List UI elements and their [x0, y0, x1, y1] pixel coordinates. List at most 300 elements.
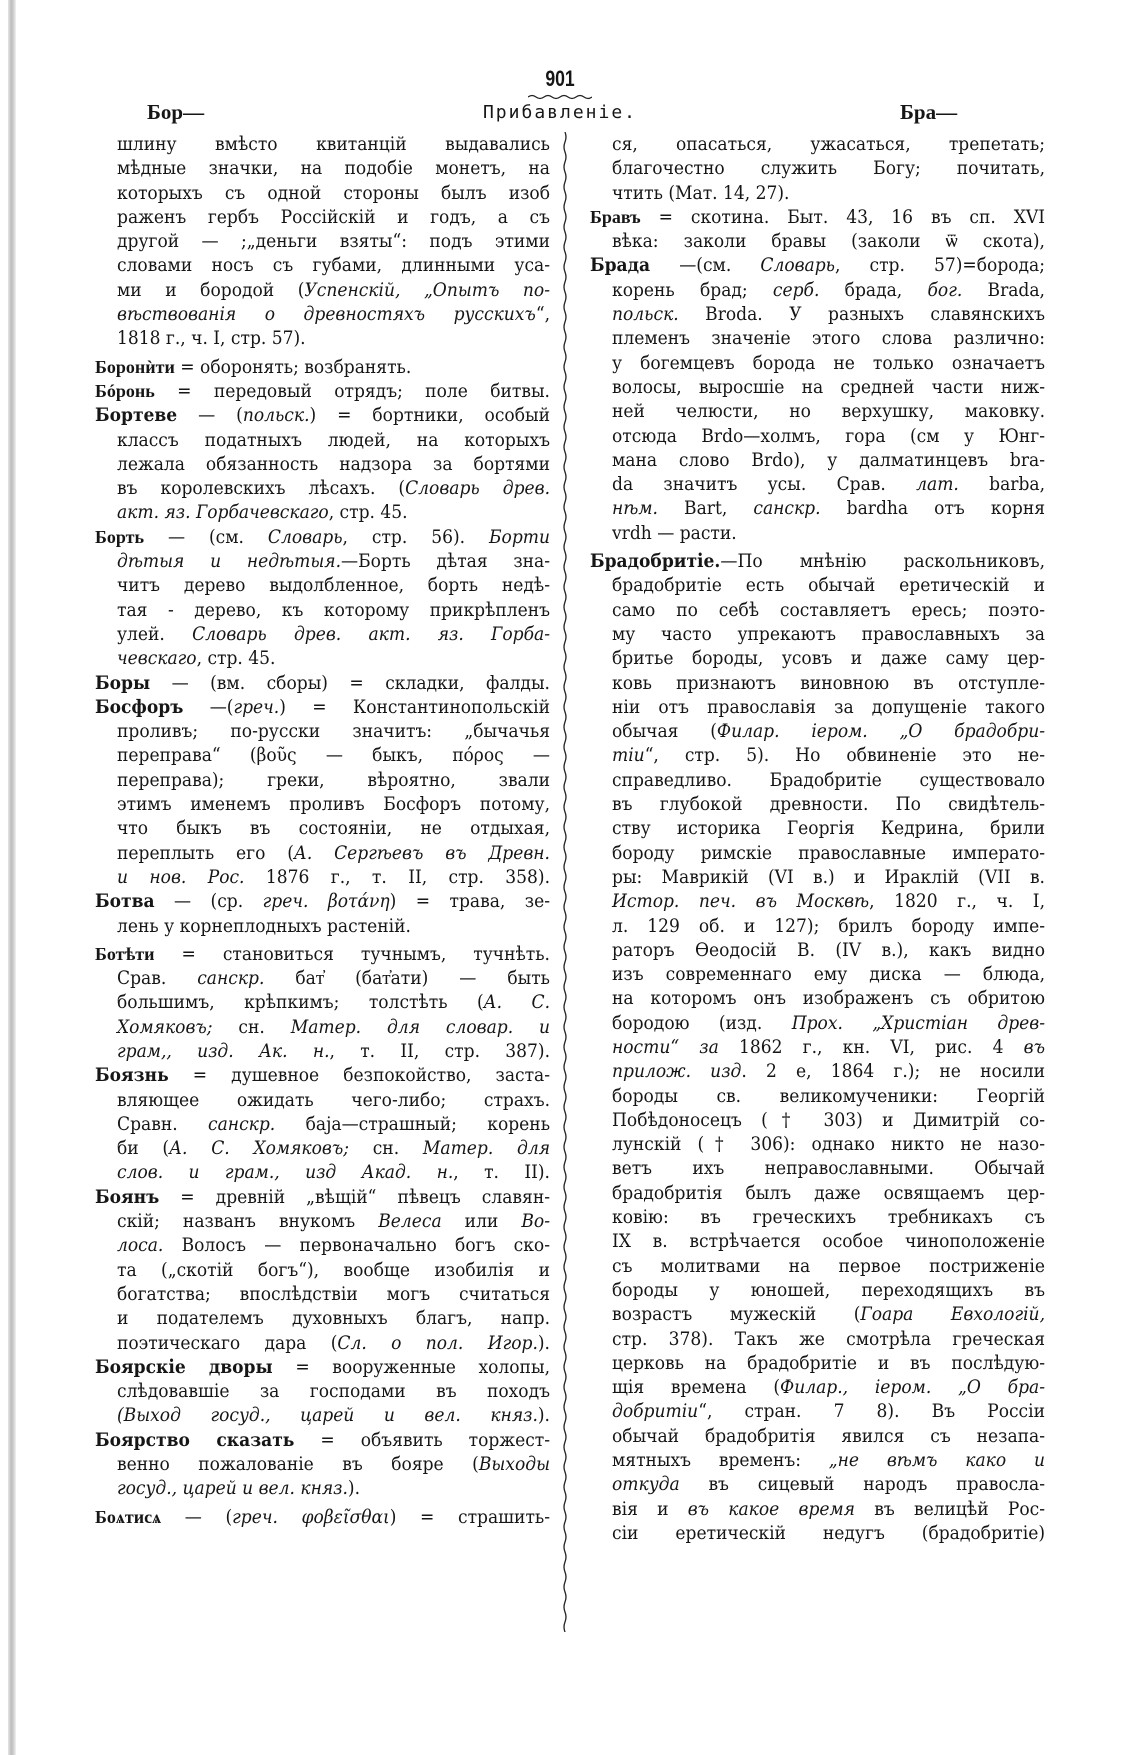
italic-text: откуда [612, 1473, 680, 1496]
text-line [590, 302, 1045, 326]
body-text: этимъ именемъ проливъ Босфоръ потому, [117, 793, 550, 816]
body-text: справедливо. Брадобритіе существовало [612, 768, 1045, 791]
body-text: брада, [819, 278, 928, 301]
body-text: da значитъ усы. Срав. [612, 473, 917, 496]
entry-headword: Бóронь [95, 380, 155, 401]
body-text: изъ современнаго ему диска — блюда, [612, 963, 1045, 986]
body-text: — ( [177, 404, 243, 427]
body-text: читъ дерево выдолбленное, борть недѣ- [117, 574, 550, 597]
body-text: племенъ значеніе этого слова различно: [612, 327, 1045, 350]
body-text: бороду римскіе православные императо- [612, 841, 1045, 864]
body-text: что быкъ въ состояніи, не отдыхая, [117, 817, 550, 840]
body-text: благочестно служить Богу; почитать, [612, 157, 1045, 180]
body-text: лень у корнеплодныхъ растеній. [117, 914, 411, 937]
body-text: богатства; впослѣдствіи могъ считаться [117, 1282, 550, 1305]
italic-text: Словарь [267, 525, 343, 548]
body-text: вія и [612, 1497, 688, 1520]
body-text: л. 129 об. и 127); брилъ бороду импе- [612, 914, 1045, 937]
italic-text: Велеса [378, 1210, 442, 1233]
body-text: , т. II). [453, 1161, 550, 1184]
running-head-right: Бра— [900, 100, 958, 124]
body-text: брадобритіе есть обычай еретическій и [612, 574, 1045, 597]
text-line [95, 476, 550, 500]
body-text: ковію: въ греческихъ требникахъ съ [612, 1206, 1045, 1229]
text-line [95, 355, 550, 379]
body-text: сіи еретическій недугъ (брадобритіе) [612, 1521, 1045, 1544]
italic-text: Прох. „Христіан древ- [791, 1011, 1046, 1034]
body-text: волосы, выросшіе на средней части ниж- [612, 375, 1045, 398]
italic-text: въ какое время [687, 1497, 855, 1520]
text-line [95, 622, 550, 646]
text-line [590, 1472, 1045, 1496]
body-text: раторъ Ѳеодосій В. (IV в.), какъ видно [612, 938, 1045, 961]
body-text: би ( [117, 1137, 170, 1160]
text-line [590, 1375, 1045, 1399]
text-line [95, 1428, 550, 1452]
body-text: сн. [212, 1015, 291, 1038]
text-line [95, 428, 550, 452]
body-text: поэтическаго дара ( [117, 1331, 338, 1354]
text-line [590, 1156, 1045, 1180]
italic-text: вѣствованія о древностяхъ русскихъ [117, 303, 536, 326]
body-text: бат҆ (бат҆ати) — быть [264, 967, 550, 990]
body-text: вляющее ожидать чего-либо; страхъ. [117, 1088, 550, 1111]
italic-text: А. Сергѣевъ въ Древн. [293, 841, 550, 864]
text-line [590, 229, 1045, 253]
text-line [590, 938, 1045, 962]
body-text: = скотина. Быт. 43, 16 въ сп. XVI [640, 205, 1045, 228]
italic-text: Сл. о пол. Игор. [337, 1331, 538, 1354]
body-text: стр. 378). Такъ же смотрѣла греческая [612, 1327, 1045, 1350]
italic-text: Гоара Евхологій, [860, 1303, 1045, 1326]
italic-text: „не вѣмъ како и [828, 1449, 1045, 1472]
text-line [590, 1132, 1045, 1156]
italic-text: Матер. для [422, 1137, 551, 1160]
body-text: — (вм. сборы) = складки, фалды. [150, 671, 550, 694]
text-line [590, 695, 1045, 719]
text-line [590, 671, 1045, 695]
text-line [95, 841, 550, 865]
text-line [590, 253, 1045, 277]
italic-text: тіи [612, 744, 645, 767]
text-line [95, 302, 550, 326]
text-line [95, 1136, 550, 1160]
entry-headword: Боры [95, 671, 151, 694]
italic-text: Словарь древ. [405, 477, 550, 500]
body-text: обычай брадобритія явился съ незапа- [612, 1424, 1045, 1447]
italic-text: дѣтыя и недѣтыя. [117, 550, 341, 573]
text-line [590, 326, 1045, 350]
text-line [95, 1233, 550, 1257]
body-text: другой — ;„деньги взяты“: подъ этими [117, 230, 550, 253]
body-text: проливъ; по-русски значитъ: „бычачья [117, 720, 550, 743]
body-text: “, стран. 7 8). Въ Россіи [698, 1400, 1045, 1423]
italic-text: нѣм. [612, 497, 658, 520]
body-text: ). [537, 1331, 550, 1354]
text-line [95, 1039, 550, 1063]
entry-headword: Босфоръ [95, 695, 184, 718]
text-line [95, 205, 550, 229]
body-text: и подателемъ духовныхъ благъ, напр. [117, 1307, 550, 1330]
body-text: , 1820 г., ч. I, [869, 890, 1045, 913]
italic-text: греч. [233, 695, 280, 718]
text-line [590, 472, 1045, 496]
body-text: или [441, 1210, 522, 1233]
text-line [95, 1185, 550, 1209]
text-line [590, 719, 1045, 743]
text-line [590, 205, 1045, 229]
text-line [95, 1379, 550, 1403]
text-line [95, 278, 550, 302]
body-text: = объявить торжест- [294, 1428, 550, 1451]
body-text: —( [183, 695, 234, 718]
text-line [95, 695, 550, 719]
italic-text: грам,, изд. Ак. н. [117, 1039, 330, 1062]
text-line [590, 816, 1045, 840]
text-line [95, 598, 550, 622]
body-text: Сравн. [117, 1112, 209, 1135]
text-line [590, 573, 1045, 597]
italic-text: добритіи [612, 1400, 699, 1423]
italic-text: серб. [772, 278, 820, 301]
text-line [95, 816, 550, 840]
text-line [590, 1521, 1045, 1545]
body-text: бороды у юношей, переходящихъ въ [612, 1278, 1045, 1301]
running-head-left: Бор— [147, 100, 205, 124]
body-text: , стр. 56). [342, 525, 489, 548]
entry-headword: Брада [590, 254, 651, 277]
body-text: bardha отъ корня [820, 497, 1045, 520]
body-text: Bart, [657, 497, 754, 520]
text-line [95, 403, 550, 427]
italic-text: Словарь [760, 254, 835, 277]
body-text: , стр. 45. [328, 501, 408, 524]
text-line [95, 1306, 550, 1330]
text-line [590, 1084, 1045, 1108]
text-line [590, 448, 1045, 472]
text-line [590, 889, 1045, 913]
italic-text: госуд., царей и вел. княз. [117, 1477, 348, 1500]
text-line [590, 1059, 1045, 1083]
body-text: Broda. У разныхъ славянскихъ [678, 303, 1045, 326]
text-line [95, 1209, 550, 1233]
text-line [590, 646, 1045, 670]
text-line [590, 424, 1045, 448]
italic-text: Истор. печ. въ Москвѣ [612, 890, 870, 913]
body-text: — ( [161, 1505, 233, 1528]
text-line [590, 865, 1045, 889]
italic-text: акт. яз. Горбачевскаго [117, 501, 329, 524]
text-line [95, 229, 550, 253]
text-line [590, 792, 1045, 816]
text-line [590, 375, 1045, 399]
text-line [95, 549, 550, 573]
body-text: ). [347, 1477, 361, 1500]
italic-text: слов. и грам., изд Акад. н. [117, 1161, 454, 1184]
text-line [95, 1282, 550, 1306]
body-text: Срав. [117, 967, 198, 990]
text-line [590, 156, 1045, 180]
body-text: му часто упрекаютъ православныхъ за [612, 622, 1045, 645]
italic-text: А. С. [483, 991, 550, 1014]
body-text: Волосъ — первоначально богъ ско- [163, 1234, 550, 1257]
italic-text: Во- [521, 1210, 550, 1233]
body-text: мятныхъ временъ: [612, 1449, 829, 1472]
body-text: лежала обязанность надзора за бортями [117, 452, 550, 475]
body-text: мѣдные значки, на подобіе монетъ, на [117, 157, 550, 180]
body-text: ры: Маврикій (VI в.) и Ираклій (VII в. [612, 865, 1045, 888]
body-text: словами носъ съ губами, длинными уса- [117, 254, 550, 277]
body-text: , стр. 57)=борода; [835, 254, 1046, 277]
body-text: корень брад; [612, 278, 773, 301]
left-column [95, 132, 550, 1529]
italic-text: бог. [927, 278, 963, 301]
body-text: обычая ( [612, 720, 717, 743]
body-text: вѣка: заколи бравы (заколи ѿ скота), [612, 230, 1045, 253]
text-line [95, 768, 550, 792]
italic-text: Филар. іером. „О брадобри- [716, 720, 1045, 743]
body-text: — (см. [144, 525, 268, 548]
text-line [590, 841, 1045, 865]
body-text: ) = страшить- [389, 1505, 550, 1528]
text-line [590, 521, 1045, 545]
text-line [95, 792, 550, 816]
body-text: “, [535, 303, 550, 326]
body-text: переплыть его ( [117, 841, 294, 864]
italic-text: Матер. для словар. и [290, 1015, 551, 1038]
body-text: въ глубокой древности. По свидѣтель- [612, 793, 1045, 816]
body-text: венно пожалованіе въ бояре ( [117, 1453, 479, 1476]
text-line [95, 671, 550, 695]
text-line [590, 914, 1045, 938]
text-line [590, 496, 1045, 520]
body-text: ковь признаютъ виновною въ отступле- [612, 671, 1045, 694]
entry-headword: Боронѝти [95, 356, 175, 377]
body-text: лунскій († 306): однако никто не назо- [612, 1133, 1045, 1156]
text-line [590, 1448, 1045, 1472]
text-line [95, 379, 550, 403]
text-line [95, 156, 550, 180]
body-text: въ королевскихъ лѣсахъ. ( [117, 477, 406, 500]
body-text: Побѣдоносецъ († 303) и Димитрій со- [612, 1108, 1045, 1131]
entry-headword: Боярскіе дворы [95, 1355, 273, 1378]
italic-text: санскр. [753, 497, 821, 520]
body-text: слѣдовавшіе за господами въ походъ [117, 1380, 550, 1403]
column-divider-wavy-rule [558, 132, 572, 1632]
text-line [590, 1399, 1045, 1423]
text-line [590, 1327, 1045, 1351]
entry-headword: Ботва [95, 890, 155, 913]
body-text: бороды св. великомученики: Георгій [612, 1084, 1045, 1107]
text-line [590, 278, 1045, 302]
text-line [590, 399, 1045, 423]
body-text: barba, [958, 473, 1045, 496]
page-binding-edge [8, 0, 16, 1755]
text-line [95, 719, 550, 743]
text-line [590, 181, 1045, 205]
italic-text: чевскаго [117, 647, 197, 670]
page-number: 901 [545, 66, 575, 91]
text-line [95, 1160, 550, 1184]
entry-headword: Борть [95, 526, 145, 547]
body-text: переправа“ (βοῦς — быкъ, πόρος — [117, 744, 550, 767]
body-text: бородою (изд. [612, 1011, 792, 1034]
italic-text: прилож. изд [612, 1060, 742, 1083]
text-line [95, 132, 550, 156]
text-line [95, 743, 550, 767]
entry-headword: Ботѣти [95, 943, 155, 964]
body-text: само по себѣ составляетъ ересь; поэто- [612, 598, 1045, 621]
text-line [590, 1302, 1045, 1326]
body-text: = вооруженные холопы, [272, 1355, 550, 1378]
text-line [95, 1355, 550, 1379]
text-line [95, 1258, 550, 1282]
text-line [590, 1351, 1045, 1375]
body-text: которыхъ съ одной стороны былъ изоб [117, 181, 550, 204]
text-line [95, 990, 550, 1014]
text-line [95, 1452, 550, 1476]
italic-text: Успенскій, „Опытъ по- [304, 278, 550, 301]
body-text: — (ср. [154, 890, 263, 913]
text-line [590, 1205, 1045, 1229]
body-text: ми и бородой ( [117, 278, 305, 301]
body-text: = душевное безпокойство, заста- [168, 1064, 550, 1087]
body-text: = становиться тучнымъ, тучнѣть. [154, 942, 550, 965]
text-line [590, 1424, 1045, 1448]
text-line [95, 889, 550, 913]
text-line [95, 326, 550, 350]
body-text: большимъ, крѣпкимъ; толстѣть ( [117, 991, 484, 1014]
italic-text: Филар., іером. „О бра- [780, 1376, 1045, 1399]
body-text: улей. [117, 622, 193, 645]
text-line [95, 452, 550, 476]
italic-text: Хомяковъ; [117, 1015, 213, 1038]
body-text: 1876 г., т. II, стр. 358). [244, 865, 550, 888]
text-line [590, 1181, 1045, 1205]
text-line [590, 1035, 1045, 1059]
body-text: та („скотій богъ“), вообще изобилія и [117, 1258, 550, 1281]
italic-text: А. С. Хомяковъ; [169, 1137, 349, 1160]
body-text: щія времена ( [612, 1376, 780, 1399]
italic-text: греч. φοβεῖσθαι [232, 1505, 390, 1528]
body-text: съ молитвами на первое постриженіе [612, 1254, 1045, 1277]
text-line [95, 1505, 550, 1529]
entry-headword: Боянъ [95, 1185, 160, 1208]
body-text: —(см. [650, 254, 761, 277]
body-text: мана слово Brdo), у далматинцевъ bra- [612, 448, 1045, 471]
italic-text: лат. [916, 473, 959, 496]
body-text: ся, опасаться, ужасаться, трепетать; [612, 133, 1045, 155]
text-line [590, 132, 1045, 156]
body-text: IX в. встрѣчается особое чиноположеніе [612, 1230, 1045, 1253]
text-line [95, 1331, 550, 1355]
text-line [590, 1254, 1045, 1278]
body-text: vrdh — расти. [612, 521, 737, 544]
body-text: ) = трава, зе- [389, 890, 550, 913]
entry-headword: Бортеве [95, 404, 178, 427]
italic-text: и нов. Рос. [117, 865, 245, 888]
body-text: . 2 е, 1864 г.); не носили [741, 1060, 1045, 1083]
body-text: церковь на брадобритіе и въ послѣдую- [612, 1351, 1045, 1374]
body-text: = древній „вѣщій“ пѣвецъ славян- [159, 1185, 550, 1208]
page-number-wavy-rule [528, 94, 592, 100]
entry-headword: Боѧтисѧ [95, 1506, 162, 1527]
body-text: = передовый отрядъ; поле битвы. [154, 379, 550, 402]
body-text: —По мнѣнію раскольниковъ, [720, 550, 1045, 573]
entry-headword: Брадобритіе. [590, 550, 721, 573]
body-text: 1862 г., кн. VI, рис. 4 [718, 1035, 1024, 1058]
italic-text: Выход госуд., царей и вел. княз. [123, 1404, 538, 1427]
right-column [590, 132, 1045, 1545]
text-line [590, 1497, 1045, 1521]
text-line [95, 1403, 550, 1427]
text-line [590, 743, 1045, 767]
italic-text: санскр. [208, 1112, 276, 1135]
body-text: чтить (Мат. 14, 27). [612, 181, 790, 204]
body-text: —Борть дѣтая зна- [341, 550, 550, 573]
entry-headword: Бравъ [590, 206, 641, 227]
italic-text: Словарь древ. акт. яз. Горба- [192, 622, 550, 645]
text-line [590, 768, 1045, 792]
body-text: скій; названъ внукомъ [117, 1210, 379, 1233]
text-line [95, 914, 550, 938]
body-text: въ велицѣй Рос- [855, 1497, 1045, 1520]
body-text: , стр. 45. [196, 647, 276, 670]
italic-text: ности“ за [612, 1035, 719, 1058]
text-line [95, 942, 550, 966]
text-line [590, 1108, 1045, 1132]
text-line [95, 1476, 550, 1500]
text-line [590, 1229, 1045, 1253]
body-text: ству историка Георгія Кедрина, брили [612, 817, 1045, 840]
body-text: у богемцевъ борода не только означаетъ [612, 351, 1045, 374]
text-line [95, 181, 550, 205]
body-text: бритье бороды, усовъ и даже саму цер- [612, 647, 1045, 670]
body-text: ). [537, 1404, 550, 1427]
body-text: сн. [349, 1137, 423, 1160]
text-line [590, 549, 1045, 573]
italic-text: санскр. [197, 967, 265, 990]
body-text: на которомъ онъ изображенъ съ обритою [612, 987, 1045, 1010]
text-line [590, 1278, 1045, 1302]
body-text: ней челюсти, но верхушку, маковку. [612, 400, 1045, 423]
text-line [95, 1088, 550, 1112]
text-line [590, 986, 1045, 1010]
text-line [95, 500, 550, 524]
body-text: “, стр. 5). Но обвиненіе это не- [644, 744, 1045, 767]
text-line [95, 966, 550, 990]
entry-headword: Боязнь [95, 1064, 169, 1087]
text-line [95, 1063, 550, 1087]
body-text: раженъ гербъ Россійскій и годъ, а съ [117, 205, 550, 228]
body-text: 1818 г., ч. I, стр. 57). [117, 327, 306, 350]
italic-text: ( [117, 1404, 124, 1427]
text-line [95, 646, 550, 670]
text-line [95, 573, 550, 597]
body-text: ) = бортники, особый [309, 404, 550, 427]
italic-text: лоса. [117, 1234, 164, 1257]
body-text: ) = Константинопольскій [279, 695, 550, 718]
body-text: въ сицевый народъ правосла- [679, 1473, 1045, 1496]
entry-headword: Боярство сказать [95, 1428, 295, 1451]
body-text: классъ податныхъ людей, на которыхъ [117, 428, 550, 451]
body-text: переправа); греки, вѣроятно, звали [117, 768, 550, 791]
body-text: ветъ ихъ неправославными. Обычай [612, 1157, 1045, 1180]
text-line [590, 962, 1045, 986]
text-line [590, 598, 1045, 622]
body-text: шлину вмѣсто квитанцій выдавались [117, 133, 550, 155]
text-line [590, 622, 1045, 646]
